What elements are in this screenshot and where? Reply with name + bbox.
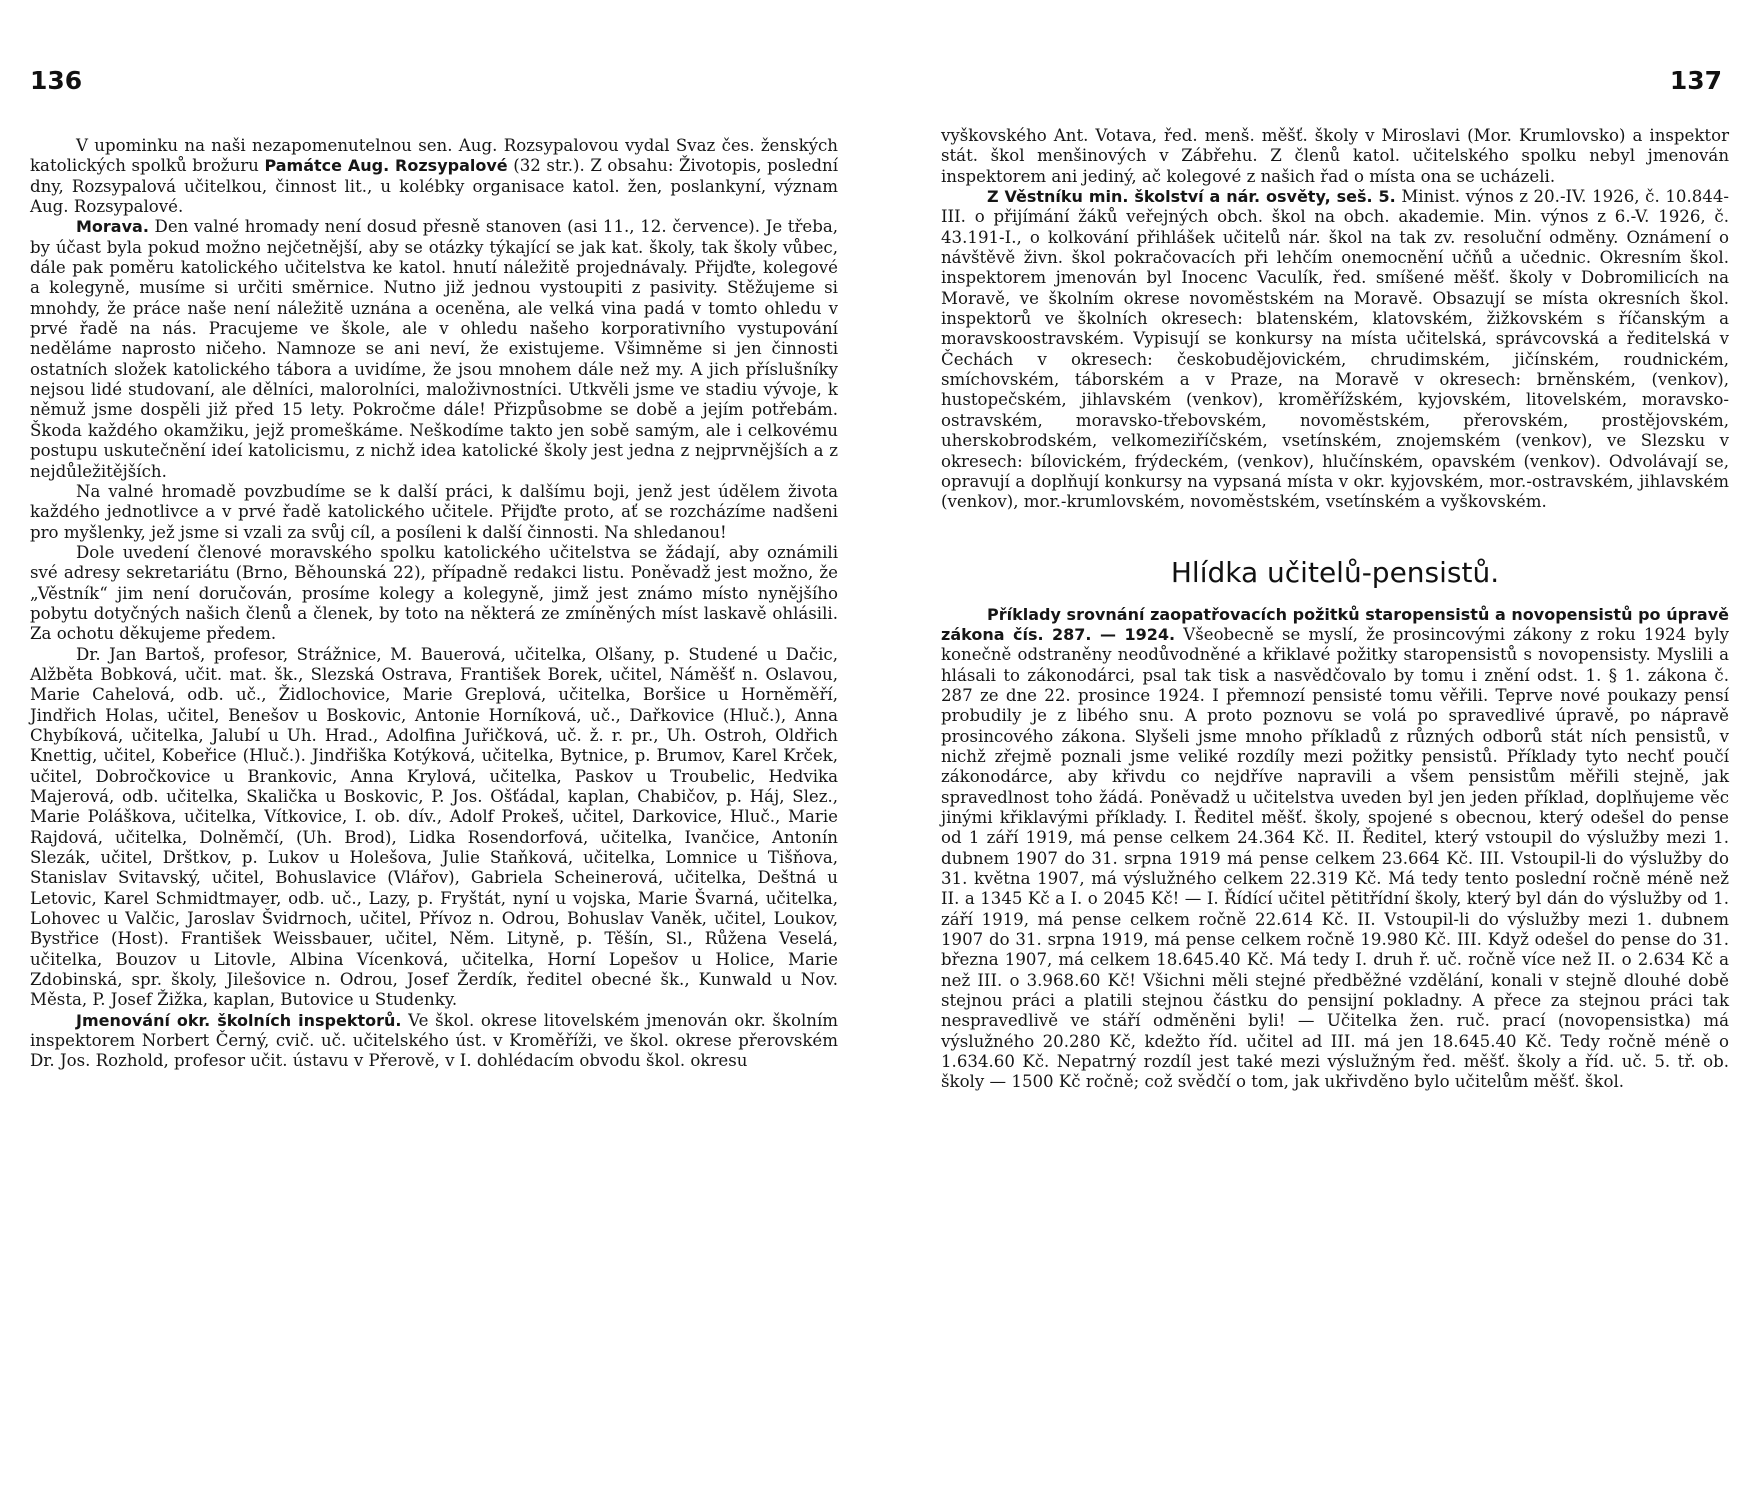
bold-heading-morava: Morava. xyxy=(76,217,149,237)
page-number-right: 137 xyxy=(1669,66,1722,95)
paragraph-member-list: Dr. Jan Bartoš, profesor, Strážnice, M. Bauerová, učitelka, Olšany, p. Studené u Dačic, Alžběta Bobková, učit. mat. šk., Slezská Ostrava, František Borek, učitel, Náměšť n. Oslavou, Marie Cahelová, odb. uč., Židlochovice, Marie Greplová, učitelka, Boršice u Horněměří, Jindřich Holas, učitel, Benešov u Boskovic, Antonie Horníková, uč., Dařkovice (Hluč.), Anna Chybíková, učitelka, Jalubí u Uh. Hrad., Adolfina Juřičková, uč. ž. r. pr., Uh. Ostroh, Oldřich Knettig, učitel, Kobeřice (Hluč.). Jindřiška Kotýková, učitelka, Bytnice, p. Brumov, Karel Krček, učitel, Dobročkovice u Brankovic, Anna Krylová, učitelka, Paskov u Troubelic, Hedvika Majerová, odb. učitelka, Skalička u Boskovic, P. Jos. Ošťádal, kaplan, Chabičov, p. Háj, Slez., Marie Poláškova, učitelka, Vítkovice, I. ob. dív., Adolf Prokeš, učitel, Darkovice, Hluč., Marie Rajdová, učitelka, Dolněmčí, (Uh. Brod), Lidka Rosendorfová, učitelka, Ivančice, Antonín Slezák, učitel, Drštkov, p. Lukov u Holešova, Julie Staňková, učitelka, Lomnice u Tišňova, Stanislav Svitavský, učitel, Bohuslavice (Vlářov), Gabriela Scheinerová, učitelka, Deštná u Letovic, Karel Schmidtmayer, odb. uč., Lazy, p. Fryštát, nyní u vojska, Marie Švarná, učitelka, Lohovec u Valčic, Jaroslav Švidrnoch, učitel, Přívoz n. Odrou, Bohuslav Vaněk, učitel, Loukov, Bystřice (Host). František Weissbauer, učitel, Něm. Lityně, p. Těšín, Sl., Růžena Veselá, učitelka, Bouzov u Litovle, Albina Vícenková, učitelka, Horní Lopešov u Holice, Marie Zdobinská, spr. školy, Jilešovice n. Odrou, Josef Žerdík, ředitel obecné šk., Kunwald u Nov. Města, P. Josef Žižka, kaplan, Butovice u Studenky. xyxy=(30,644,838,1010)
paragraph-inspektori-continued: vyškovského Ant. Votava, řed. menš. měšť. školy v Miroslavi (Mor. Krumlovsko) a inspektor stát. škol menšinových v Zábřehu. Z členů katol. učitelského spolku nebyl jmenován inspektorem ani jediný, ač kolegové z našich řad o místa ona se ucházeli. xyxy=(941,126,1729,186)
right-text-column xyxy=(941,126,1729,1093)
bold-heading-priklady: Příklady srovnání zaopatřovacích požitků staropensistů a novopensistů po úpravě zákona čís. 287. — 1924. xyxy=(941,604,1729,644)
bold-title-pamatce: Památce Aug. Rozsypalové xyxy=(264,156,508,176)
text-run: Všeobecně se myslí, že prosincovými zákony z roku 1924 byly konečně odstraněny neodůvodněné a křiklavé požitky staropensistů s novopensisty. Myslili a hlásali to zákonodárci, psal tak tisk a nasvědčovalo by tomu i znění odst. 1. § 1. zákona č. 287 ze dne 22. prosince 1924. I přemnozí pensisté tomu věřili. Teprve nové poukazy pensí probudily je z libého snu. A proto poznovu se volá po spravedlivé úpravě, po nápravě prosincového zákona. Slyšeli jsme mnoho příkladů z různých odborů stát ních pensistů, v nichž zřejmě poznali jsme veliké rozdíly mezi požitky pensistů. Příklady tyto nechť poučí zákonodárce, aby křivdu co nejdříve napravili a všem pensistům měřili stejně, jak spravedlnost toho žádá. Poněvadž u učitelstva uveden byl jen jeden příklad, doplňujeme věc jinými křiklavými příklady. I. Ředitel měšť. školy, spojené s obecnou, který odešel do pense od 1 září 1919, má pense celkem 24.364 Kč. II. Ředitel, který vstoupil do výslužby mezi 1. dubnem 1907 do 31. srpna 1919 má pense celkem 23.664 Kč. III. Vstoupil-li do výslužby do 31. května 1907, má výslužného celkem 22.319 Kč. Má tedy tento poslední ročně méně než II. a 1345 Kč a I. o 2045 Kč! — I. Řídící učitel pětitřídní školy, který byl dán do výslužby od 1. září 1919, má pense celkem ročně 22.614 Kč. II. Vstoupil-li do výslužby mezi 1. dubnem 1907 do 31. srpna 1919, má pense celkem ročně 19.980 Kč. III. Když odešel do pense do 31. března 1907, má celkem 18.645.40 Kč. Má tedy I. druh ř. uč. ročně více než II. o 2.634 Kč a než III. o 3.968.60 Kč! Všichni měli stejné předběžné vzdělání, konali v stejně dlouhé době stejnou práci a platili stejnou částku do pensijní pokladny. A přece za stejnou práci tak nespravedlivě ve stáří odměněni byli! — Učitelka žen. ruč. prací (novopensistka) má výslužného 20.280 Kč, kdežto říd. učitel ad III. má jen 18.645.40 Kč. Tedy ročně méně o 1.634.60 Kč. Nepatrný rozdíl jest také mezi výslužným řed. měšť. školy a říd. uč. 5. tř. ob. školy — 1500 Kč ročně; což svědčí o tom, jak ukřivděno bylo učitelům měšť. škol. xyxy=(941,624,1730,1092)
paragraph-valna-hromada: Na valné hromadě povzbudíme se k další práci, k dalšímu boji, jenž jest údělem života každého jednotlivce a v prvé řadě katolického učitele. Přijďte proto, ať se rozcházíme nadšeni pro myšlenky, jež jsme si vzali za svůj cíl, a posíleni k další činnosti. Na shledanou! xyxy=(30,481,838,542)
right-page xyxy=(875,0,1750,1501)
bold-heading-inspektori: Jmenování okr. školních inspektorů. xyxy=(76,1010,402,1030)
paragraph-adresy: Dole uvedení členové moravského spolku katolického učitelstva se žádají, aby oznámili své adresy sekretariátu (Brno, Běhounská 22), případně redakci listu. Poněvadž jest možno, že „Věstník“ jim není doručován, prosíme kolegy a kolegyně, jimž jest známo místo nynějšího pobytu dotyčných našich členů a členek, by toto na některá ze zmíněných míst laskavě ohlásili. Za ochotu děkujeme předem. xyxy=(30,542,838,644)
page-number-left: 136 xyxy=(30,66,83,95)
left-text-column xyxy=(30,136,838,1072)
text-run: V upominku na naši nezapomenutelnou sen. Aug. Rozsypalovou vydal Svaz čes. ženských katolických spolků brožuru xyxy=(30,136,838,176)
text-run: Den valné hromady není dosud přesně stanoven (asi 11., 12. července). Je třeba, by účast byla pokud možno nejčetnější, aby se otázky týkající se jak kat. školy, tak školy vůbec, dále pak poměru katolického učitelstva ke katol. hnutí náležitě projednávaly. Přijďte, kolegové a kolegyně, musíme si určiti směrnice. Nutno již jednou vystoupiti z pasivity. Stěžujeme si mnohdy, že práce naše není náležitě uznána a oceněna, ale velká vina padá v tomto ohledu v prvé řadě na nás. Pracujeme ve škole, ale v ohledu našeho korporativního vystupování neděláme naprosto ničeho. Namnoze se ani neví, že existujeme. Všimněme si jen činnosti ostatních složek katolického tábora a uvidíme, že jsou mnohem dále než my. A jich příslušníky nejsou lidé studovaní, ale dělníci, malorolníci, maloživnostníci. Utkvěli jsme ve stadiu vývoje, k němuž jsme dospěli již před 15 lety. Pokročme dále! Přizpůsobme se době a jejím potřebám. Škoda každého okamžiku, jejž promeškáme. Neškodíme takto jen sobě samým, ale i celkovému postupu uskutečnění ideí katolicismu, z nichž idea katolické školy jest jedna z nejprvnějších a z nejdůležitějších. xyxy=(30,217,838,481)
paragraph-inspektori xyxy=(30,1011,838,1072)
paragraph-vestnik xyxy=(941,187,1729,513)
paragraph-pensiste xyxy=(941,605,1729,1093)
text-run: Ve škol. okrese litovelském jmenován okr. školním inspektorem Norbert Černý, cvič. uč. učitelského úst. v Kroměříži, ve škol. okrese přerovském Dr. Jos. Rozhold, profesor učit. ústavu v Přerově, v I. dohlédacím obvodu škol. okresu xyxy=(30,1010,838,1071)
paragraph-rozsypalova xyxy=(30,136,838,217)
paragraph-morava xyxy=(30,217,838,481)
text-run: (32 str.). Z obsahu: Životopis, poslední dny, Rozsypalová učitelkou, činnost lit., u kolébky organisace katol. žen, poslankyní, význam Aug. Rozsypalové. xyxy=(30,156,839,217)
bold-heading-vestnik: Z Věstníku min. školství a nár. osvěty, seš. 5. xyxy=(987,187,1396,207)
text-run: Minist. výnos z 20.-IV. 1926, č. 10.844-III. o přijímání žáků veřejných obch. škol na obch. akademie. Min. výnos z 6.-V. 1926, č. 43.191-I., o kolkování přihlášek učitelů nár. škol na tak zv. resoluční odměny. Oznámení o návštěvě živn. škol pokračovacích při lehčím onemocnění učňů a učednic. Okresním škol. inspektorem jmenován byl Inocenc Vaculík, řed. smíšené měšť. školy v Dobromilicích na Moravě, ve školním okrese novoměstském na Moravě. Obsazují se místa okresních škol. inspektorů ve školních okresech: blatenském, klatovském, žižkovském s říčanským a moravskoostravském. Vypisují se konkursy na místa učitelská, správcovská a ředitelská v Čechách v okresech: českobudějovickém, chrudimském, jičínském, roudnickém, smíchovském, táborském a v Praze, na Moravě v okresech: brněnském, (venkov), hustopečském, jihlavském (venkov), kroměřížském, kyjovském, litovelském, moravsko-ostravském, moravsko-třebovském, novoměstském, přerovském, prostějovském, uherskobrodském, velkomeziříčském, vsetínském, znojemském (venkov), ve Slezsku v okresech: bílovickém, frýdeckém, (venkov), hlučínském, opavském (venkov). Odvolávají se, opravují a doplňují konkursy na vypsaná místa v okr. kyjovském, mor.-ostravském, jihlavském (venkov), mor.-krumlovském, novoměstském, vsetínském a vyškovském. xyxy=(941,187,1730,512)
section-heading-pensiste: Hlídka učitelů-pensistů. xyxy=(1170,555,1500,589)
